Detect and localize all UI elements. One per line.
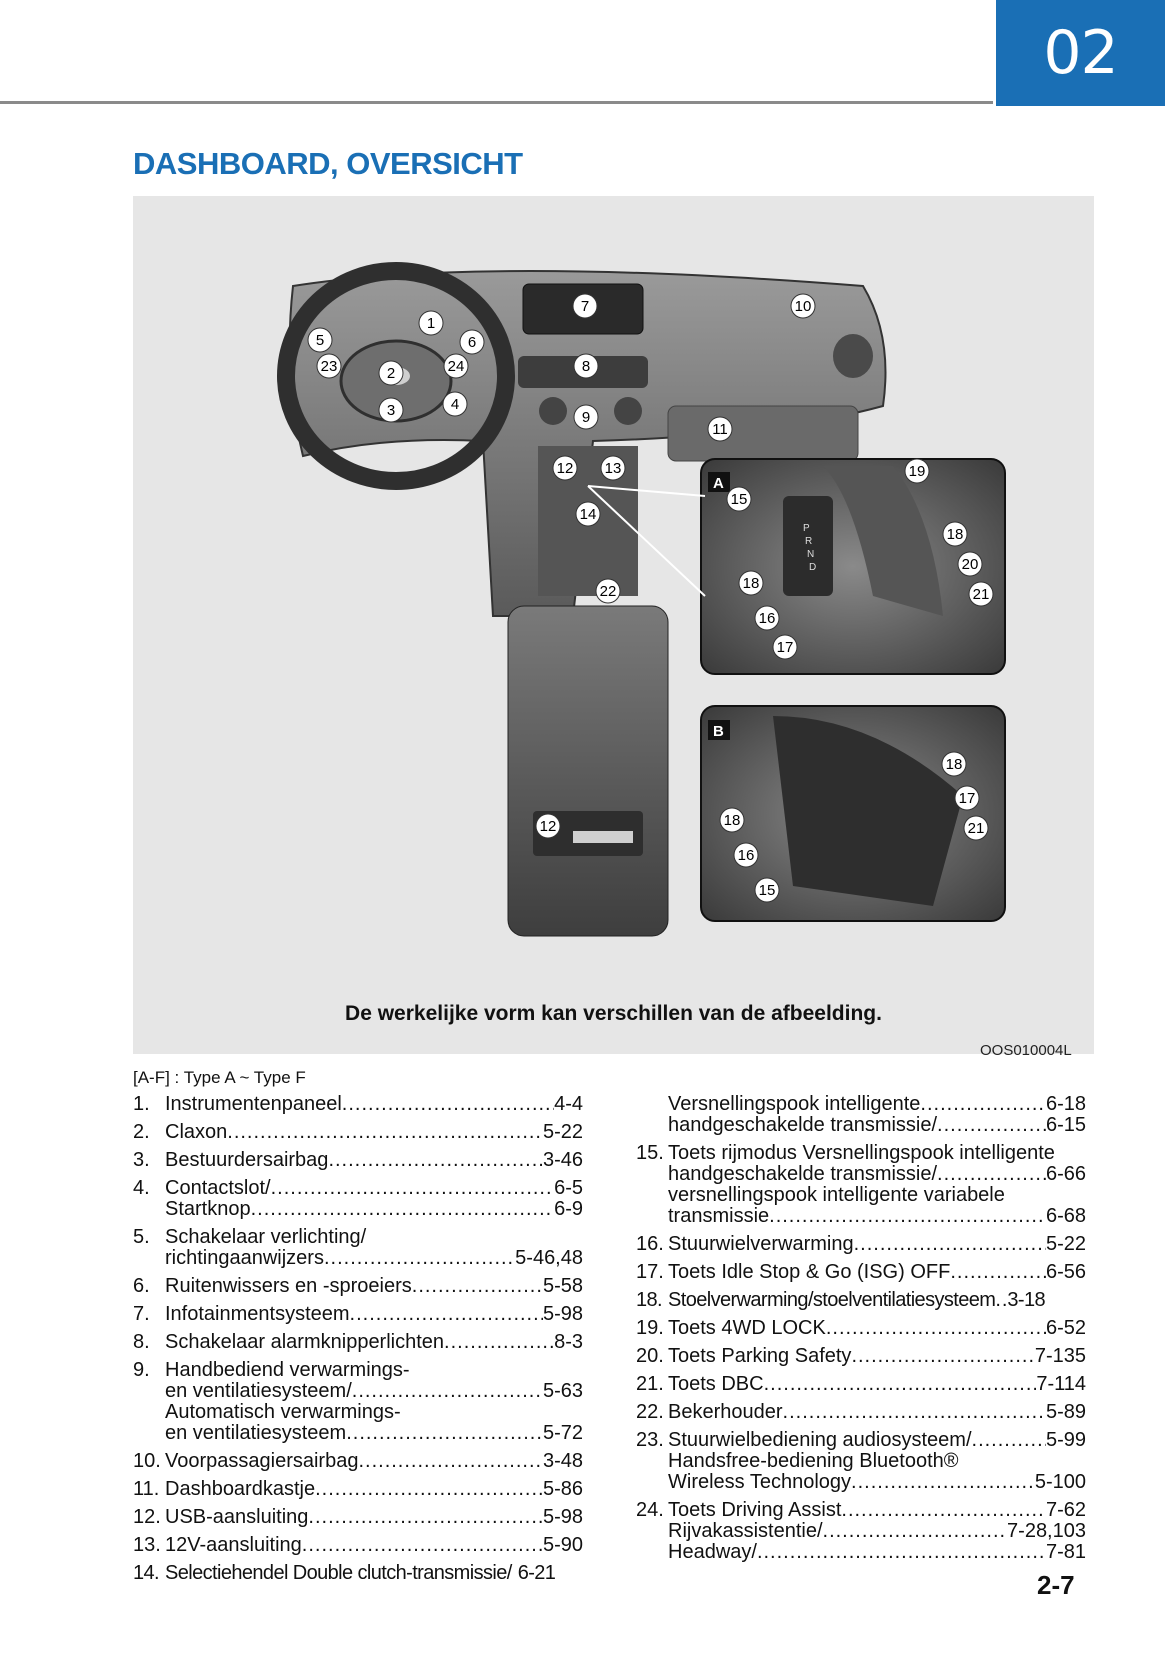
- callout-18: [739, 571, 763, 595]
- svg-text:11: 11: [712, 421, 728, 438]
- item-number: 19.: [636, 1317, 664, 1339]
- item-page: 3-46: [542, 1149, 583, 1171]
- item-text: transmissie: [668, 1205, 770, 1227]
- item-text: Selectiehendel Double clutch-transmissie/: [165, 1562, 512, 1584]
- legend-item: [634, 1402, 1086, 1423]
- svg-text:20: 20: [961, 556, 979, 573]
- svg-text:21: 21: [967, 820, 985, 837]
- svg-text:2: 2: [386, 365, 396, 382]
- item-number: 11.: [133, 1478, 160, 1500]
- item-number: 15.: [636, 1142, 664, 1164]
- callout-9: [574, 405, 598, 429]
- callout-5: [308, 328, 332, 352]
- svg-text:3: 3: [386, 402, 396, 419]
- legend-item: [133, 1535, 583, 1556]
- callout-22: [596, 579, 620, 603]
- item-text: Toets DBC: [668, 1373, 764, 1395]
- callout-16: [755, 606, 779, 630]
- svg-text:16: 16: [758, 610, 776, 627]
- item-text: Toets 4WD LOCK: [668, 1317, 826, 1339]
- item-page: 5-86: [542, 1478, 583, 1500]
- item-page: 6-21: [517, 1562, 556, 1584]
- item-number: 6.: [133, 1275, 150, 1297]
- item-text: Stuurwielverwarming: [668, 1233, 854, 1255]
- item-number: 16.: [636, 1233, 664, 1255]
- svg-text:19: 19: [908, 463, 926, 480]
- item-text: Versnellingspook intelligente: [668, 1093, 921, 1115]
- item-text: Toets rijmodus Versnellingspook intelligente: [668, 1142, 1055, 1164]
- page-number: 2-7: [1037, 1570, 1075, 1600]
- legend-right-column: [634, 1094, 1086, 1570]
- svg-text:17: 17: [776, 639, 794, 656]
- item-number: 17.: [636, 1261, 664, 1283]
- item-number: 8.: [133, 1331, 150, 1353]
- item-text: Stuurwielbediening audiosysteem/: [668, 1429, 972, 1451]
- svg-text:4: 4: [450, 396, 460, 413]
- item-text: Headway/: [668, 1541, 757, 1563]
- item-page: 4-4: [554, 1093, 583, 1115]
- item-number: 24.: [636, 1499, 664, 1521]
- page-title: DASHBOARD, OVERSICHT: [133, 146, 523, 181]
- inset-a-label: A: [713, 475, 724, 492]
- item-number: 9.: [133, 1359, 150, 1381]
- svg-text:16: 16: [737, 847, 755, 864]
- svg-text:7: 7: [580, 298, 590, 315]
- svg-text:12: 12: [539, 818, 557, 835]
- legend-item: [634, 1143, 1086, 1227]
- legend-item: [133, 1479, 583, 1500]
- legend-item: [133, 1227, 583, 1269]
- svg-text:13: 13: [604, 460, 622, 477]
- gear-letter: P: [803, 523, 810, 534]
- svg-text:10: 10: [794, 298, 812, 315]
- item-text: Schakelaar alarmknipperlichten: [165, 1331, 445, 1353]
- type-note: [A-F] : Type A ~ Type F: [133, 1068, 306, 1087]
- item-page: 5-22: [542, 1121, 583, 1143]
- item-number: 14.: [133, 1562, 160, 1584]
- item-number: 3.: [133, 1149, 150, 1171]
- item-page: 6-5: [554, 1177, 583, 1199]
- legend-item: [133, 1276, 583, 1297]
- item-page: 5-89: [1045, 1401, 1086, 1423]
- item-text: Instrumentenpaneel: [165, 1093, 342, 1115]
- item-text: 12V-aansluiting: [165, 1534, 302, 1556]
- callout-6: [460, 330, 484, 354]
- legend-item: [634, 1500, 1086, 1563]
- svg-text:15: 15: [758, 882, 776, 899]
- inset-b-label: B: [713, 723, 724, 740]
- item-text: Rijvakassistentie/: [668, 1520, 823, 1542]
- item-text: versnellingspook intelligente variabele: [668, 1184, 1005, 1206]
- callout-24: [444, 354, 468, 378]
- legend-item: [133, 1507, 583, 1528]
- svg-text:18: 18: [946, 526, 964, 543]
- callout-21: [964, 816, 988, 840]
- legend-item: [634, 1094, 1086, 1136]
- item-text: Dashboardkastje: [165, 1478, 316, 1500]
- item-text: Bekerhouder: [668, 1401, 783, 1423]
- callout-12: [553, 456, 577, 480]
- gear-letter: R: [805, 536, 813, 547]
- callout-4: [443, 392, 467, 416]
- item-text: Handbediend verwarmings-: [165, 1359, 410, 1381]
- item-page: 5-99: [1045, 1429, 1086, 1451]
- item-number: 10.: [133, 1450, 161, 1472]
- gear-letter: D: [809, 562, 817, 573]
- item-text: handgeschakelde transmissie/: [668, 1163, 938, 1185]
- item-page: 7-114: [1036, 1373, 1086, 1395]
- item-text: Startknop: [165, 1198, 251, 1220]
- callout-19: [905, 459, 929, 483]
- item-text: handgeschakelde transmissie/: [668, 1114, 938, 1136]
- item-page: 5-100: [1034, 1471, 1086, 1493]
- item-page: 3-48: [542, 1450, 583, 1472]
- item-number: 18.: [636, 1289, 663, 1311]
- callout-7: [573, 294, 597, 318]
- callout-23: [317, 354, 341, 378]
- item-number: 5.: [133, 1226, 150, 1248]
- legend-item: [133, 1094, 583, 1115]
- svg-text:21: 21: [972, 586, 990, 603]
- legend-item: [133, 1360, 583, 1444]
- callout-17: [955, 786, 979, 810]
- item-text: Claxon: [165, 1121, 228, 1143]
- svg-text:6: 6: [467, 334, 477, 351]
- item-text: Ruitenwissers en -sproeiers: [165, 1275, 412, 1297]
- legend-item: [133, 1563, 583, 1584]
- legend-item: [133, 1304, 583, 1325]
- item-page: 7-62: [1045, 1499, 1086, 1521]
- callout-8: [574, 354, 598, 378]
- legend-left-column: [133, 1094, 583, 1591]
- item-number: 20.: [636, 1345, 664, 1367]
- item-number: 23.: [636, 1429, 664, 1451]
- item-page: 7-28,103: [1007, 1520, 1086, 1542]
- item-page: 5-98: [542, 1303, 583, 1325]
- item-page: 5-22: [1045, 1233, 1086, 1255]
- svg-text:18: 18: [945, 756, 963, 773]
- svg-text:24: 24: [447, 358, 465, 375]
- dashboard-drawing: [133, 196, 1094, 996]
- legend-item: [133, 1122, 583, 1143]
- item-number: 2.: [133, 1121, 150, 1143]
- legend-item: [634, 1318, 1086, 1339]
- item-text: richtingaanwijzers: [165, 1247, 324, 1269]
- legend-item: [133, 1178, 583, 1220]
- callout-16: [734, 843, 758, 867]
- item-text: Toets Idle Stop & Go (ISG) OFF: [668, 1261, 951, 1283]
- legend-item: [133, 1150, 583, 1171]
- item-page: 6-9: [554, 1198, 583, 1220]
- callout-14: [576, 502, 600, 526]
- item-number: 7.: [133, 1303, 150, 1325]
- callout-12-console: [536, 814, 560, 838]
- gear-letter: N: [807, 549, 815, 560]
- svg-text:9: 9: [581, 409, 591, 426]
- legend-item: [634, 1290, 1086, 1311]
- item-text: Schakelaar verlichting/: [165, 1226, 367, 1248]
- item-page: 6-52: [1045, 1317, 1086, 1339]
- svg-text:18: 18: [742, 575, 760, 592]
- svg-text:18: 18: [723, 812, 741, 829]
- item-text: USB-aansluiting: [165, 1506, 309, 1528]
- legend-item: [634, 1374, 1086, 1395]
- svg-text:15: 15: [730, 491, 748, 508]
- item-page: 5-63: [542, 1380, 583, 1402]
- item-number: 13.: [133, 1534, 161, 1556]
- item-number: 4.: [133, 1177, 150, 1199]
- svg-text:14: 14: [579, 506, 597, 523]
- callout-20: [958, 552, 982, 576]
- svg-text:8: 8: [581, 358, 591, 375]
- item-text: Toets Parking Safety: [668, 1345, 852, 1367]
- item-page: 7-135: [1034, 1345, 1086, 1367]
- callout-18: [943, 522, 967, 546]
- item-page: 7-81: [1045, 1541, 1086, 1563]
- item-text: Contactslot/: [165, 1177, 271, 1199]
- callout-2: [379, 361, 403, 385]
- svg-text:1: 1: [426, 315, 436, 332]
- item-page: 5-90: [542, 1534, 583, 1556]
- legend-item: [634, 1234, 1086, 1255]
- item-text: Bestuurdersairbag: [165, 1149, 329, 1171]
- callout-15: [755, 878, 779, 902]
- callout-18: [942, 752, 966, 776]
- item-number: 1.: [133, 1093, 150, 1115]
- callout-11: [708, 417, 732, 441]
- item-text: Voorpassagiersairbag: [165, 1450, 359, 1472]
- item-page: 3-18: [1007, 1289, 1045, 1311]
- svg-text:5: 5: [315, 332, 325, 349]
- item-page: 6-66: [1045, 1163, 1086, 1185]
- figure-code: OOS010004L: [980, 1042, 1072, 1059]
- callout-13: [601, 456, 625, 480]
- legend-item: [133, 1451, 583, 1472]
- item-text: en ventilatiesysteem/: [165, 1380, 352, 1402]
- svg-text:23: 23: [320, 358, 338, 375]
- item-text: Handsfree-bediening Bluetooth®: [668, 1450, 959, 1472]
- item-text: Infotainmentsysteem: [165, 1303, 350, 1325]
- callout-17: [773, 635, 797, 659]
- item-number: 22.: [636, 1401, 664, 1423]
- callout-10: [791, 294, 815, 318]
- item-number: 12.: [133, 1506, 161, 1528]
- item-text: en ventilatiesysteem: [165, 1422, 347, 1444]
- figure-caption: De werkelijke vorm kan verschillen van de afbeelding.: [345, 1002, 882, 1025]
- dashboard-illustration: [133, 196, 1094, 1054]
- legend-item: [634, 1346, 1086, 1367]
- chapter-tab: 02: [996, 0, 1165, 106]
- item-page: 6-18: [1045, 1093, 1086, 1115]
- item-text: Wireless Technology: [668, 1471, 852, 1493]
- item-text: Automatisch verwarmings-: [165, 1401, 401, 1423]
- item-page: 5-72: [542, 1422, 583, 1444]
- legend-item: [133, 1332, 583, 1353]
- item-text: Stoelverwarming/stoelventilatiesysteem: [668, 1289, 996, 1311]
- svg-text:22: 22: [599, 583, 617, 600]
- item-page: 8-3: [554, 1331, 583, 1353]
- svg-text:17: 17: [958, 790, 976, 807]
- item-number: 21.: [636, 1373, 664, 1395]
- callout-1: [419, 311, 443, 335]
- legend-item: [634, 1262, 1086, 1283]
- item-page: 6-15: [1045, 1114, 1086, 1136]
- legend-item: [634, 1430, 1086, 1493]
- item-page: 5-58: [542, 1275, 583, 1297]
- callout-15: [727, 487, 751, 511]
- svg-text:12: 12: [556, 460, 574, 477]
- header-rule: [0, 101, 993, 104]
- callout-3: [379, 398, 403, 422]
- callout-21: [969, 582, 993, 606]
- item-text: Toets Driving Assist: [668, 1499, 842, 1521]
- item-page: 5-98: [542, 1506, 583, 1528]
- item-page: 5-46,48: [515, 1247, 583, 1269]
- callout-18: [720, 808, 744, 832]
- item-page: 6-56: [1045, 1261, 1086, 1283]
- item-page: 6-68: [1045, 1205, 1086, 1227]
